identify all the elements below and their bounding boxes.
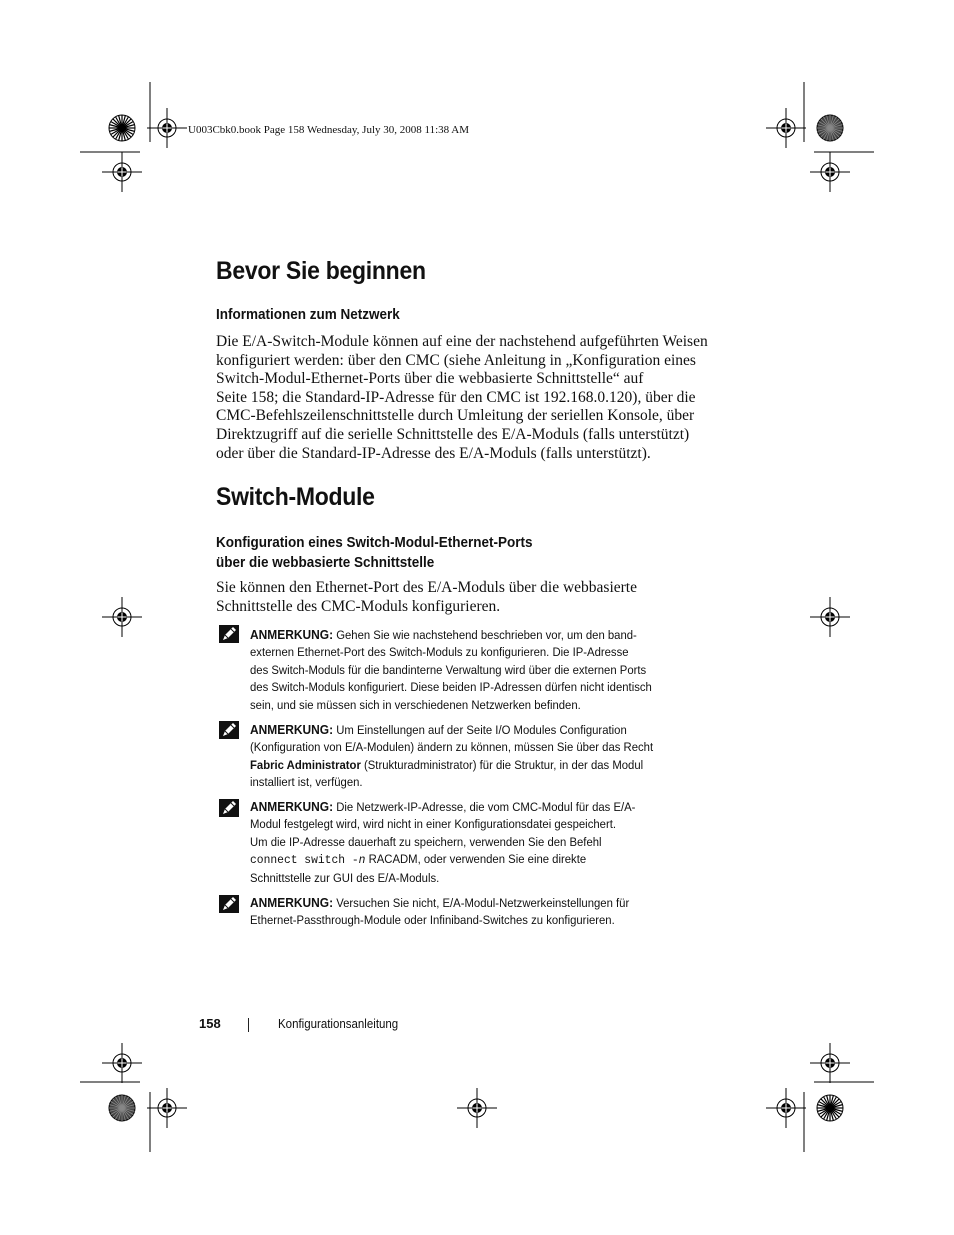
registration-mark-icon [810,597,850,637]
registration-mark-icon [457,1088,497,1128]
registration-mark-icon [766,108,806,148]
text-line: Switch-Modul-Ethernet-Ports über die webbasierte Schnittstelle“ auf [216,370,644,388]
note-text: installiert ist, verfügen. [250,775,363,790]
text-line: Die E/A-Switch-Module können auf eine der nachstehend aufgeführten Weisen [216,333,708,350]
text-line: Sie können den Ethernet-Port des E/A-Moduls über die webbasierte [216,579,637,596]
note-text: Um Einstellungen auf der Seite I/O Modules Configuration [333,723,627,737]
note-3 [250,798,720,887]
footer-title: Konfigurationsanleitung [278,1017,399,1031]
text-line: Schnittstelle des CMC-Moduls konfigurieren. [216,597,501,615]
note-text: externen Ethernet-Port des Switch-Moduls zu konfigurieren. Die IP-Adresse [250,645,629,660]
text-line: Direktzugriff auf die serielle Schnittstelle des E/A-Moduls (falls unterstützt) [216,425,690,443]
text-line: CMC-Befehlszeilenschnittstelle durch Umleitung der seriellen Konsole, über [216,407,695,425]
note-text: (Strukturadministrator) für die Struktur, in der das Modul [360,757,644,772]
color-wheel-icon [817,115,843,141]
note-label: ANMERKUNG: [250,895,334,910]
registration-mark-icon [810,1043,850,1083]
command-code: connect switch - [250,853,359,868]
registration-mark-icon [766,1088,806,1128]
registration-mark-icon [810,152,850,192]
note-2 [250,721,720,792]
note-pencil-icon [218,798,240,818]
note-pencil-icon [218,624,240,644]
registration-mark-icon [102,152,142,192]
color-wheel-icon [109,115,135,141]
paragraph-switch [216,579,726,616]
registration-mark-icon [102,1043,142,1083]
color-wheel-icon [817,1095,843,1121]
note-text: Ethernet-Passthrough-Module oder Infiniband-Switches zu konfigurieren. [250,913,615,928]
note-label: ANMERKUNG: [250,799,334,814]
note-text: Schnittstelle zur GUI des E/A-Moduls. [250,870,440,885]
heading-bevor-sie-beginnen: Bevor Sie beginnen [216,257,426,285]
note-label: ANMERKUNG: [250,722,334,737]
note-pencil-icon [218,894,240,914]
registration-mark-icon [147,1088,187,1128]
subheading-line: Konfiguration eines Switch-Modul-Ethernet-Ports [216,534,533,551]
note-label: ANMERKUNG: [250,627,334,642]
subheading-line: über die webbasierte Schnittstelle [216,554,435,571]
note-4 [250,894,720,930]
paragraph-netzwerk [216,333,726,463]
text-line: Seite 158; die Standard-IP-Adresse für den CMC ist 192.168.0.120), über die [216,388,696,406]
note-1 [250,626,720,714]
registration-mark-icon [102,597,142,637]
note-text: Gehen Sie wie nachstehend beschrieben vor, um den band- [333,628,637,642]
note-text: (Konfiguration von E/A-Modulen) ändern zu können, müssen Sie über das Recht [250,740,654,755]
heading-switch-module: Switch-Module [216,483,375,511]
note-pencil-icon [218,720,240,740]
note-text: Um die IP-Adresse dauerhaft zu speichern, verwenden Sie den Befehl [250,834,602,849]
fabric-administrator-term: Fabric Administrator [250,757,361,772]
note-text: sein, und sie müssen sich in verschiedenen Netzwerken befinden. [250,697,581,712]
note-text: des Switch-Moduls konfiguriert. Diese beiden IP-Adressen dürfen nicht identisch [250,680,652,695]
footer-divider [248,1018,249,1032]
color-wheel-icon [109,1095,135,1121]
note-text: Modul festgelegt wird, wird nicht in einer Konfigurationsdatei gespeichert. [250,817,617,832]
note-text: RACADM, oder verwenden Sie eine direkte [365,852,587,867]
subheading-netzwerk: Informationen zum Netzwerk [216,306,400,323]
command-code-arg: n [358,853,366,868]
note-text: Die Netzwerk-IP-Adresse, die vom CMC-Modul für das E/A- [333,800,636,814]
text-line: oder über die Standard-IP-Adresse des E/A-Moduls (falls unterstützt). [216,444,651,462]
text-line: konfiguriert werden: über den CMC (siehe Anleitung in „Konfiguration eines [216,351,696,369]
registration-mark-icon [147,108,187,148]
print-slug: U003Cbk0.book Page 158 Wednesday, July 30, 2008 11:38 AM [188,124,470,136]
note-text: Versuchen Sie nicht, E/A-Modul-Netzwerkeinstellungen für [333,896,630,910]
page-number: 158 [199,1016,221,1031]
note-text: des Switch-Moduls für die bandinterne Verwaltung wird über die externen Ports [250,662,647,677]
subheading-konfiguration [216,533,533,573]
